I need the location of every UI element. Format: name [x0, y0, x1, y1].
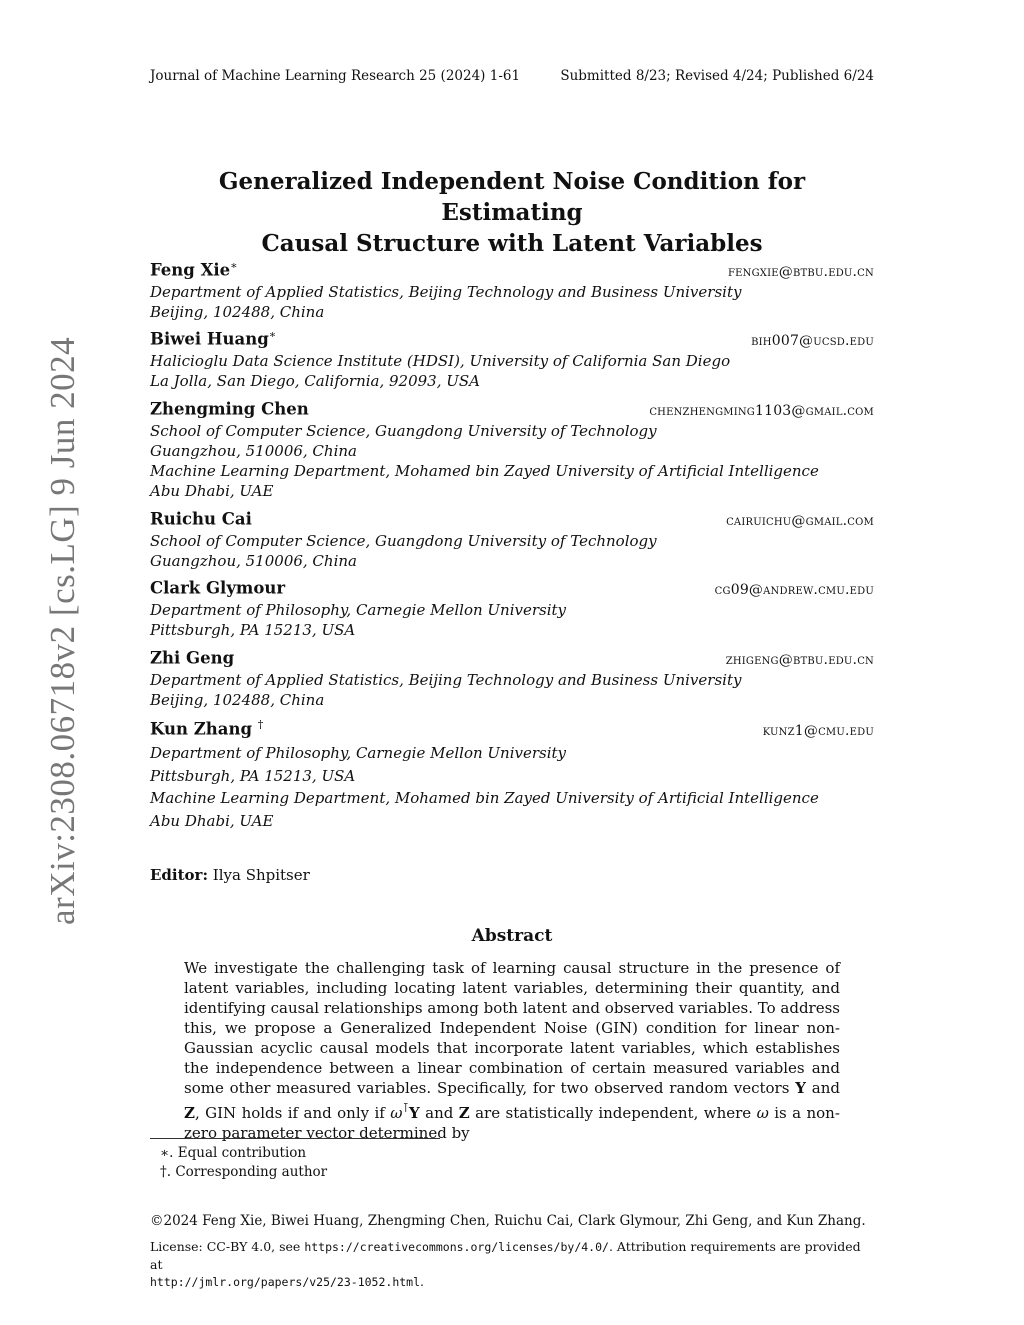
author-affiliation: School of Computer Science, Guangdong University of Technology [150, 421, 657, 440]
author-affiliation: Guangzhou, 510006, China [150, 441, 357, 460]
footnote: †. Corresponding author [160, 1164, 328, 1180]
abstract-body: We investigate the challenging task of learning causal structure in the presence of latent variables, including locating latent variables, determining their quantity, and identifying causal relationships among both latent and observed variables. To address this, we propose a Generalized Independent Noise (GIN) condition for linear non-Gaussian acyclic causal models that incorporate latent variables, which establishes the independence between a linear combination of certain measured variables and some other measured variables. Specifically, for two observed random vectors Y and Z, GIN holds if and only if ω⊺Y and Z are statistically independent, where ω is a non-zero parameter vector determined by [184, 959, 840, 1142]
author-email[interactable]: zhigeng@btbu.edu.cn [725, 651, 874, 668]
author-affiliation: Beijing, 102488, China [150, 690, 325, 709]
author-block [150, 505, 874, 571]
author-affiliation: Department of Applied Statistics, Beijing Technology and Business University [150, 670, 742, 689]
author-affiliation: Department of Applied Statistics, Beijing Technology and Business University [150, 282, 742, 301]
author-block [150, 325, 874, 391]
paper-title [150, 166, 874, 259]
author-affiliation: Pittsburgh, PA 15213, USA [150, 766, 356, 785]
author-email[interactable]: cg09@andrew.cmu.edu [714, 581, 874, 598]
author-affiliation: Machine Learning Department, Mohamed bin Zayed University of Artificial Intelligence [150, 789, 819, 807]
title-line-2: Causal Structure with Latent Variables [261, 230, 763, 257]
license-notice: License: CC-BY 4.0, see https://creativecommons.org/licenses/by/4.0/. Attribution requirements are provided at http://jmlr.org/papers/v25/23-1052.html. [150, 1239, 861, 1289]
author-name: Zhi Geng [150, 648, 235, 668]
journal-header: Journal of Machine Learning Research 25 (2024) 1-61 [150, 68, 521, 84]
author-name: Clark Glymour [150, 578, 286, 598]
license-link[interactable]: https://creativecommons.org/licenses/by/4.0/ [304, 1240, 609, 1254]
editor-name: Ilya Shpitser [212, 866, 310, 884]
author-name: Ruichu Cai [150, 509, 252, 529]
author-affiliation: Beijing, 102488, China [150, 302, 325, 321]
author-block [150, 256, 874, 322]
author-block [150, 574, 874, 640]
author-affiliation: La Jolla, San Diego, California, 92093, USA [150, 371, 481, 390]
author-block [150, 395, 874, 501]
arxiv-stamp: arXiv:2308.06718v2 [cs.LG] 9 Jun 2024 [43, 336, 82, 925]
author-block [150, 714, 874, 832]
author-email[interactable]: chenzhengming1103@gmail.com [649, 402, 874, 419]
editor-line [150, 866, 310, 884]
author-name: Biwei Huang∗ [150, 328, 277, 349]
author-block [150, 644, 874, 710]
abstract-heading: Abstract [471, 926, 553, 946]
publication-dates: Submitted 8/23; Revised 4/24; Published 6/24 [560, 68, 874, 84]
author-affiliation: Machine Learning Department, Mohamed bin Zayed University of Artificial Intelligence [150, 461, 819, 480]
footnote: ∗. Equal contribution [160, 1145, 307, 1161]
author-affiliation: Halicioglu Data Science Institute (HDSI), University of California San Diego [150, 351, 731, 370]
author-affiliation: Department of Philosophy, Carnegie Mellon University [150, 600, 567, 619]
author-affiliation: Abu Dhabi, UAE [150, 811, 274, 830]
author-email[interactable]: cairuichu@gmail.com [726, 512, 874, 529]
author-affiliation: Abu Dhabi, UAE [150, 481, 274, 500]
paper-link[interactable]: http://jmlr.org/papers/v25/23-1052.html [150, 1275, 421, 1289]
author-email[interactable]: bih007@ucsd.edu [751, 332, 874, 349]
copyright-notice: ©2024 Feng Xie, Biwei Huang, Zhengming Chen, Ruichu Cai, Clark Glymour, Zhi Geng, and Kun Zhang. [150, 1213, 866, 1229]
author-affiliation: Pittsburgh, PA 15213, USA [150, 620, 356, 639]
author-affiliation: Department of Philosophy, Carnegie Mellon University [150, 744, 567, 762]
author-affiliation: Guangzhou, 510006, China [150, 551, 357, 570]
author-name: Feng Xie∗ [150, 259, 238, 280]
author-name: Kun Zhang † [150, 718, 264, 739]
author-name: Zhengming Chen [150, 399, 309, 419]
title-line-1: Generalized Independent Noise Condition for Estimating [218, 168, 806, 226]
author-email[interactable]: fengxie@btbu.edu.cn [728, 263, 874, 280]
author-affiliation: School of Computer Science, Guangdong University of Technology [150, 531, 657, 550]
footnote-divider [150, 1138, 440, 1139]
editor-label: Editor: [150, 866, 208, 884]
author-email[interactable]: kunz1@cmu.edu [762, 722, 874, 739]
